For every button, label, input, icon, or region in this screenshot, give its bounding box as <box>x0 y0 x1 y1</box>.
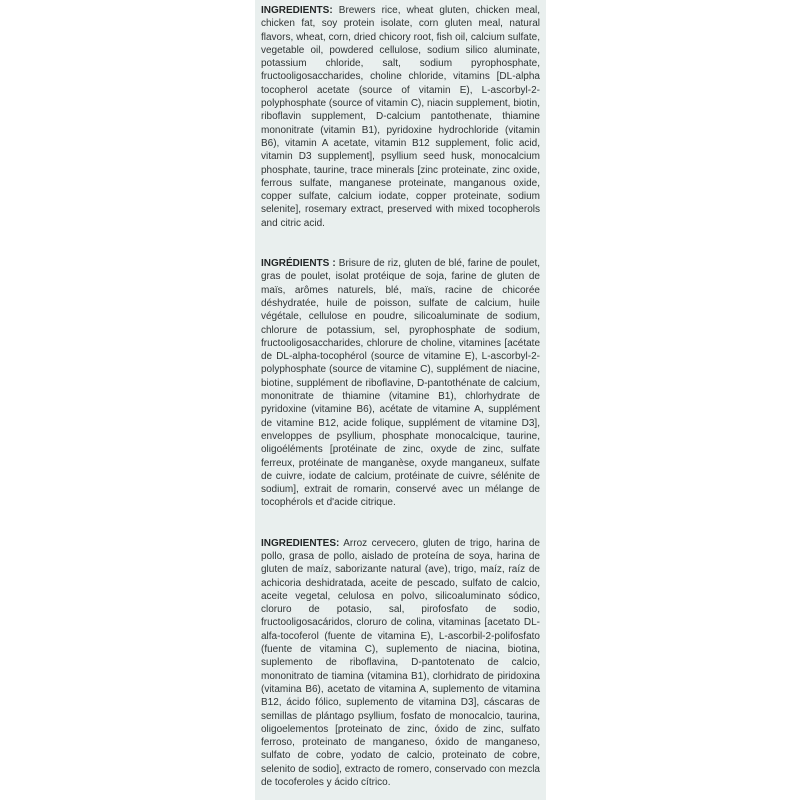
section-divider <box>261 510 540 537</box>
ingredient-label-panel <box>255 0 546 800</box>
section-divider <box>261 230 540 257</box>
ingredients-english <box>261 4 540 230</box>
ingredients-french <box>261 257 540 510</box>
section-text-spanish: Arroz cervecero, gluten de trigo, harina de pollo, grasa de pollo, aislado de proteína de soya, harina de gluten de maíz, saborizante natural (ave), trigo, maíz, raíz de achicoria deshidratada, aceite de pescado, sulfato de calcio, aceite vegetal, celulosa en polvo, silicoaluminato sódico, cloruro de potasio, sal, pirofosfato de sodio, fructooligosacáridos, cloruro de colina, vitaminas [acetato DL-alfa-tocoferol (fuente de vitamina E), L-ascorbil-2-polifosfato (fuente de vitamina C), suplemento de niacina, biotina, suplemento de riboflavina, D-pantotenato de calcio, mononitrato de tiamina (vitamina B1), clorhidrato de piridoxina (vitamina B6), acetato de vitamina A, suplemento de vitamina B12, ácido fólico, suplemento de vitamina D3], cáscaras de semillas de plántago psyllium, fosfato de monocalcio, taurina, oligoelementos [proteinato de zinc, óxido de zinc, sulfato ferroso, proteinato de manganeso, óxido de manganeso, sulfato de cobre, yodato de calcio, proteinato de cobre, selenito de sodio], extracto de romero, conservado con mezcla de tocoferoles y ácido cítrico. <box>261 537 540 789</box>
section-heading-french: INGRÉDIENTS : <box>261 258 336 270</box>
section-text-french: Brisure de riz, gluten de blé, farine de poulet, gras de poulet, isolat protéique de soja, farine de gluten de maïs, arômes naturels, blé, maïs, racine de chicorée déshydratée, huile de poisson, sulfate de calcium, huile végétale, cellulose en poudre, silicoaluminate de sodium, chlorure de potassium, sel, pyrophosphate de sodium, fructooligosaccharides, chlorure de choline, vitamines [acétate de DL-alpha-tocophérol (source de vitamine E), L-ascorbyl-2-polyphosphate (source de vitamine C), supplément de niacine, biotine, supplément de riboflavine, D-pantothénate de calcium, mononitrate de thiamine (vitamine B1), chlorhydrate de pyridoxine (vitamine B6), acétate de vitamine A, supplément de vitamine B12, acide folique, supplément de vitamine D3], enveloppes de psyllium, phosphate monocalcique, taurine, oligoéléments [protéinate de zinc, oxyde de zinc, sulfate ferreux, protéinate de manganèse, oxyde manganeux, sulfate de cuivre, iodate de calcium, protéinate de cuivre, sélénite de sodium], extrait de romarin, conservé avec un mélange de tocophérols et d'acide citrique. <box>261 258 541 509</box>
ingredients-spanish <box>261 537 540 790</box>
section-text-english: Brewers rice, wheat gluten, chicken meal, chicken fat, soy protein isolate, corn gluten meal, natural flavors, wheat, corn, dried chicory root, fish oil, calcium sulfate, vegetable oil, powdered cellulose, sodium silico aluminate, potassium chloride, salt, sodium pyrophosphate, fructooligosaccharides, choline chloride, vitamins [DL-alpha tocopherol acetate (source of vitamin E), L-ascorbyl-2-polyphosphate (source of vitamin C), niacin supplement, biotin, riboflavin supplement, D-calcium pantothenate, thiamine mononitrate (vitamin B1), pyridoxine hydrochloride (vitamin B6), vitamin A acetate, vitamin B12 supplement, folic acid, vitamin D3 supplement], psyllium seed husk, monocalcium phosphate, taurine, trace minerals [zinc proteinate, zinc oxide, ferrous sulfate, manganese proteinate, manganous oxide, copper sulfate, calcium iodate, copper proteinate, sodium selenite], rosemary extract, preserved with mixed tocopherols and citric acid. <box>261 5 541 229</box>
section-heading-spanish: INGREDIENTES: <box>261 537 340 549</box>
section-heading-english: INGREDIENTS: <box>261 5 333 16</box>
